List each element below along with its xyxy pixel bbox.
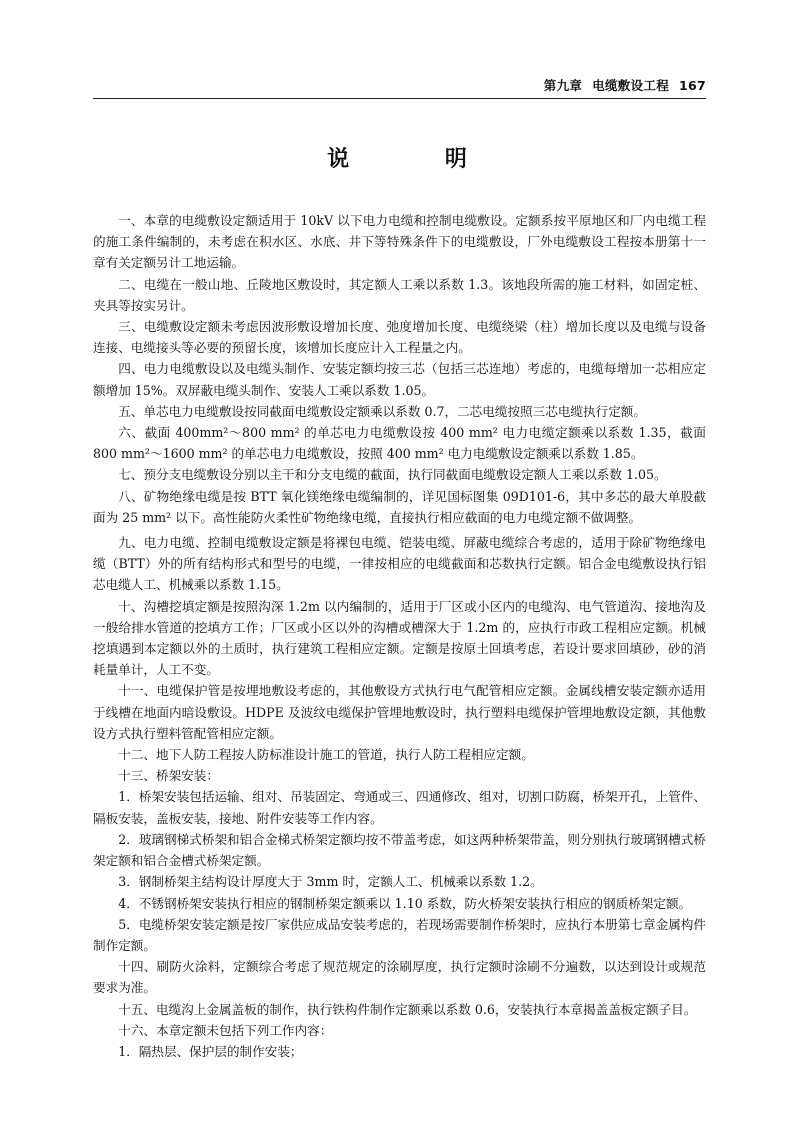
paragraph-5: 五、单芯电力电缆敷设按同截面电缆敷设定额乘以系数 0.7，二芯电缆按照三芯电缆执行定额。 [118,403,646,419]
paragraph-20: 十五、电缆沟上金属盖板的制作，执行铁构件制作定额乘以系数 0.6，安装执行本章揭盖盖板定额子目。 [118,1001,697,1017]
page-header [93,72,706,99]
chapter-title: 电缆敷设工程 [592,78,669,93]
running-head [544,76,706,94]
paragraph-15: 2．玻璃钢梯式桥架和铝合金梯式桥架定额均按不带盖考虑，如这两种桥架带盖，则分别执行玻璃钢槽式桥架定额和铝合金槽式桥架定额。 [93,831,706,869]
paragraph-8: 八、矿物绝缘电缆是按 BTT 氧化镁绝缘电缆编制的，详见国标图集 09D101-6，其中多芯的最大单股截面为 25 mm² 以下。高性能防火柔性矿物绝缘电缆，直接执行相应截面的电力电缆定额不做调整。 [93,488,706,525]
paragraph-17: 4．不锈钢桥架安装执行相应的钢制桥架定额乘以 1.10 系数，防火桥架安装执行相应的钢质桥架定额。 [118,895,692,911]
paragraph-21: 十六、本章定额未包括下列工作内容： [118,1022,333,1038]
paragraph-6: 六、截面 400mm²～800 mm² 的单芯电力电缆敷设按 400 mm² 电力电缆定额乘以系数 1.35，截面 800 mm²～1600 mm² 的单芯电力电缆敷设，按照 400 mm² 电力电缆敷设定额乘以系数 1.85。 [93,425,706,462]
paragraph-12: 十二、地下人防工程按人防标准设计施工的管道，执行人防工程相应定额。 [118,747,534,763]
paragraph-10: 十、沟槽挖填定额是按照沟深 1.2m 以内编制的，适用于厂区或小区内的电缆沟、电气管道沟、接地沟及一般给排水管道的挖填方工作；厂区或小区以外的沟槽或槽深大于 1.2m 的，应执行市政工程相应定额。机械挖填遇到本定额以外的土质时，执行建筑工程相应定额。定额是按原土回填考虑，若设计要求回填砂，砂的消耗量单计，人工不变。 [93,598,706,678]
paragraph-7: 七、预分支电缆敷设分别以主干和分支电缆的截面，执行同截面电缆敷设定额人工乘以系数 1.05。 [118,467,667,483]
page-number: 167 [679,78,706,93]
paragraph-2: 二、电缆在一般山地、丘陵地区敷设时，其定额人工乘以系数 1.3。该地段所需的施工材料，如固定桩、夹具等按实另计。 [93,276,706,313]
paragraph-9: 九、电力电缆、控制电缆敷设定额是将裸包电缆、铠装电缆、屏蔽电缆综合考虑的，适用于除矿物绝缘电缆（BTT）外的所有结构形式和型号的电缆，一律按相应的电缆截面和芯数执行定额。铝合金电缆敷设执行铝芯电缆人工、机械乘以系数 1.15。 [93,535,706,593]
page-title: 说 明 [327,147,511,172]
paragraph-14: 1．桥架安装包括运输、组对、吊装固定、弯通或三、四通修改、组对，切割口防腐，桥架开孔，上管件、隔板安装，盖板安装，接地、附件安装等工作内容。 [93,789,706,826]
paragraph-18: 5．电缆桥架安装定额是按厂家供应成品安装考虑的，若现场需要制作桥架时，应执行本册第七章金属构件制作定额。 [93,916,706,953]
paragraph-13: 十三、桥架安装： [118,768,219,784]
body-text [93,210,706,1062]
paragraph-19: 十四、刷防火涂料，定额综合考虑了规范规定的涂刷厚度，执行定额时涂刷不分遍数，以达到设计或规范要求为准。 [93,959,706,996]
paragraph-22: 1．隔热层、保护层的制作安装； [118,1043,303,1059]
paragraph-4: 四、电力电缆敷设以及电缆头制作、安装定额均按三芯（包括三芯连地）考虑的，电缆每增加一芯相应定额增加 15%。双屏蔽电缆头制作、安装人工乘以系数 1.05。 [93,361,706,398]
paragraph-3: 三、电缆敷设定额未考虑因波形敷设增加长度、弛度增加长度、电缆绕梁（柱）增加长度以及电缆与设备连接、电缆接头等必要的预留长度，该增加长度应计入工程量之内。 [93,319,706,356]
chapter-number: 第九章 [543,78,583,93]
paragraph-11: 十一、电缆保护管是按埋地敷设考虑的，其他敷设方式执行电气配管相应定额。金属线槽安装定额亦适用于线槽在地面内暗设敷设。HDPE 及波纹电缆保护管埋地敷设时，执行塑料电缆保护管埋地敷设定额，其他敷设方式执行塑料管配管相应定额。 [93,683,706,741]
paragraph-16: 3．钢制桥架主结构设计厚度大于 3mm 时，定额人工、机械乘以系数 1.2。 [118,874,543,890]
paragraph-1: 一、本章的电缆敷设定额适用于 10kV 以下电力电缆和控制电缆敷设。定额系按平原地区和厂内电缆工程的施工条件编制的，未考虑在积水区、水底、井下等特殊条件下的电缆敷设，厂外电缆敷设工程按本册第十一章有关定额另计工地运输。 [93,213,706,271]
